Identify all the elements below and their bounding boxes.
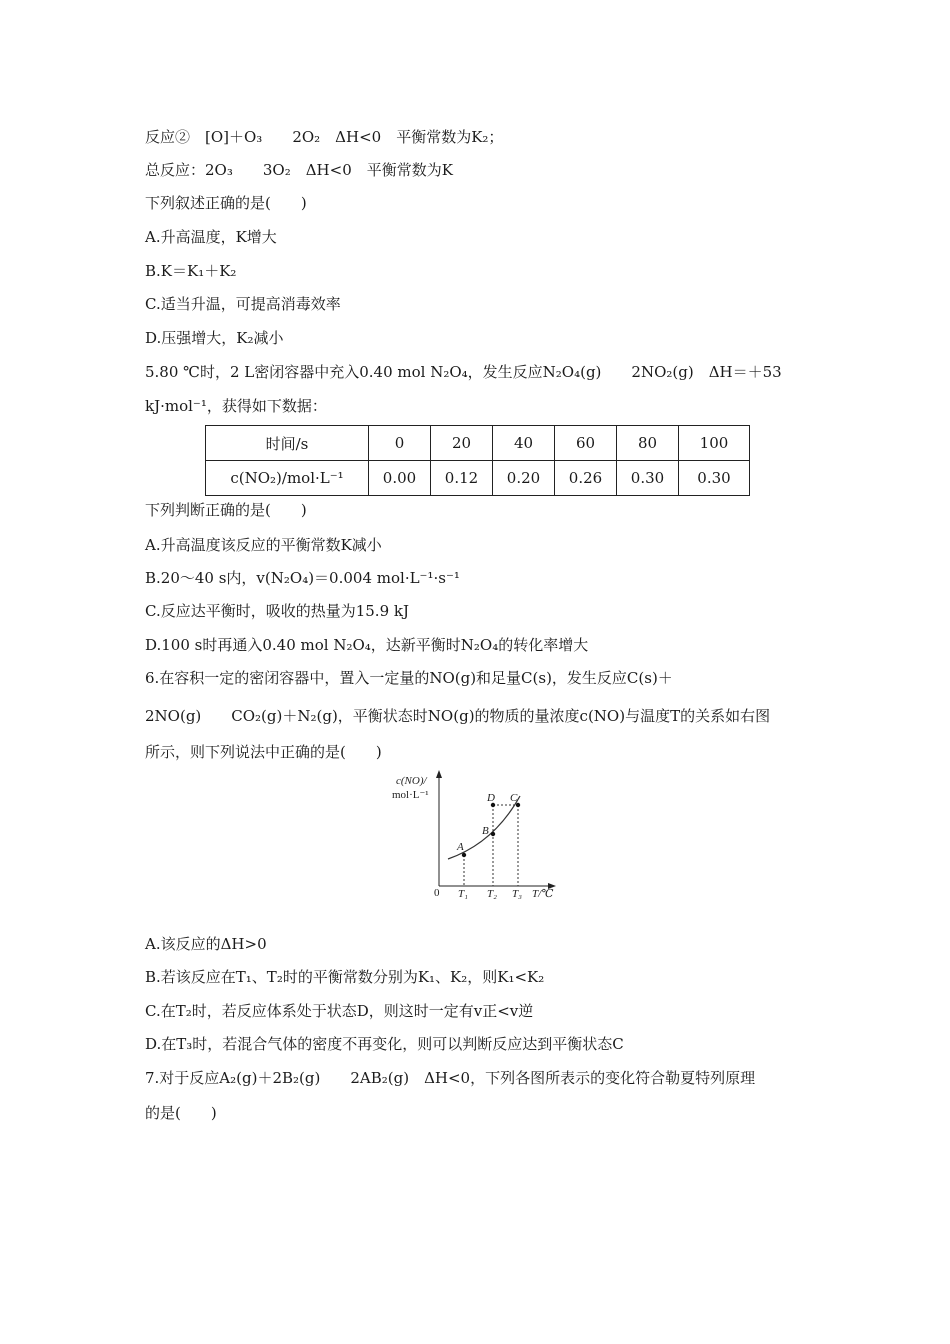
q6-stem-line2: 2NO(g) CO₂(g)＋N₂(g)，平衡状态时NO(g)的物质的量浓度c(NO)与温度T的关系如右图 — [145, 707, 771, 725]
point-c-label: C — [510, 792, 518, 804]
q6-option-c: C.在T₂时，若反应体系处于状态D，则这时一定有v正<v逆 — [145, 1002, 534, 1020]
table-header-time: 时间/s — [206, 426, 369, 461]
table-cell: 100 — [679, 426, 750, 461]
table-cell: 80 — [617, 426, 679, 461]
q5-option-a: A.升高温度该反应的平衡常数K减小 — [145, 536, 382, 554]
table-cell: 0.00 — [369, 461, 431, 496]
y-axis-arrow — [436, 770, 442, 778]
data-table — [205, 425, 750, 496]
reaction-2: 反应② [O]＋O₃ 2O₂ ΔH<0 平衡常数为K₂； — [145, 128, 504, 146]
q4-option-d: D.压强增大，K₂减小 — [145, 329, 284, 347]
table-cell: 60 — [555, 426, 617, 461]
tick-t3: T₃ — [512, 888, 522, 900]
table-cell: 0.30 — [679, 461, 750, 496]
q5-stem-line1: 5.80 ℃时，2 L密闭容器中充入0.40 mol N₂O₄，发生反应N₂O₄(g) 2NO₂(g) ΔH＝＋53 — [145, 363, 782, 381]
table-header-concentration: c(NO₂)/mol·L⁻¹ — [206, 461, 369, 496]
table-cell: 0.12 — [431, 461, 493, 496]
q6-option-d: D.在T₃时，若混合气体的密度不再变化，则可以判断反应达到平衡状态C — [145, 1035, 624, 1053]
tick-t1: T₁ — [458, 888, 468, 900]
q4-option-a: A.升高温度，K增大 — [145, 228, 277, 246]
table-cell: 20 — [431, 426, 493, 461]
point-b-label: B — [482, 825, 489, 837]
q5-option-b: B.20～40 s内，v(N₂O₄)＝0.004 mol·L⁻¹·s⁻¹ — [145, 569, 460, 587]
q4-option-b: B.K＝K₁＋K₂ — [145, 262, 237, 280]
point-b-marker — [491, 832, 495, 836]
point-a-label: A — [457, 841, 464, 853]
y-axis-unit: mol·L⁻¹ — [392, 789, 429, 801]
tick-t2: T₂ — [487, 888, 497, 900]
concentration-temperature-graph — [384, 768, 564, 907]
q5-option-d: D.100 s时再通入0.40 mol N₂O₄，达新平衡时N₂O₄的转化率增大 — [145, 636, 589, 654]
x-axis-label: T/℃ — [532, 888, 554, 900]
q5-ask: 下列判断正确的是( ) — [145, 501, 307, 519]
table-cell: 0.20 — [493, 461, 555, 496]
q6-option-a: A.该反应的ΔH>0 — [145, 935, 267, 953]
y-axis-label: c(NO)/ — [396, 775, 427, 787]
table-cell: 0 — [369, 426, 431, 461]
q7-stem-line1: 7.对于反应A₂(g)＋2B₂(g) 2AB₂(g) ΔH<0，下列各图所表示的变化符合勒夏特列原理 — [145, 1069, 756, 1087]
origin-label: 0 — [434, 887, 440, 899]
q5-option-c: C.反应达平衡时，吸收的热量为15.9 kJ — [145, 602, 409, 620]
point-d-label: D — [487, 792, 495, 804]
table-cell: 0.26 — [555, 461, 617, 496]
overall-reaction: 总反应：2O₃ 3O₂ ΔH<0 平衡常数为K — [145, 161, 453, 179]
table-cell: 0.30 — [617, 461, 679, 496]
table-row-concentration — [206, 461, 750, 496]
point-a-marker — [462, 853, 466, 857]
q6-stem-line1: 6.在容积一定的密闭容器中，置入一定量的NO(g)和足量C(s)，发生反应C(s)＋ — [145, 669, 673, 687]
graph-svg — [384, 768, 564, 903]
q7-stem-line2: 的是( ) — [145, 1104, 217, 1122]
q4-stem: 下列叙述正确的是( ) — [145, 194, 307, 212]
table-cell: 40 — [493, 426, 555, 461]
q4-option-c: C.适当升温，可提高消毒效率 — [145, 295, 341, 313]
q6-stem-line3: 所示，则下列说法中正确的是( ) — [145, 743, 382, 761]
table-row-time — [206, 426, 750, 461]
q6-option-b: B.若该反应在T₁、T₂时的平衡常数分别为K₁、K₂，则K₁<K₂ — [145, 968, 545, 986]
q5-stem-line2: kJ·mol⁻¹，获得如下数据： — [145, 397, 327, 415]
